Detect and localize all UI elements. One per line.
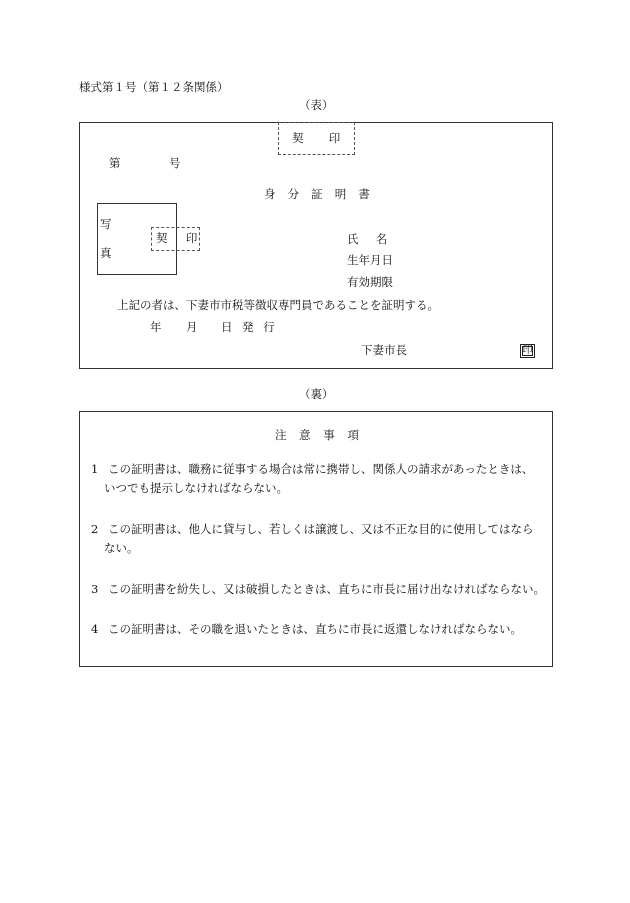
notes-title: 注意事項 <box>275 428 372 442</box>
number-suffix: 号 <box>169 156 181 170</box>
photo-label-bottom: 真 <box>100 246 112 260</box>
field-birthdate: 生年月日 <box>347 253 393 267</box>
note-item <box>91 460 546 498</box>
note-text-continued: ない。 <box>104 541 139 555</box>
photo-label-top: 写 <box>100 217 112 231</box>
note-text-continued: いつでも提示しなければならない。 <box>104 481 288 495</box>
field-name: 氏名 <box>347 232 405 246</box>
certification-text: 上記の者は、下妻市市税等徴収専門員であることを証明する。 <box>117 298 439 312</box>
date-day: 日 <box>221 320 233 334</box>
note-item <box>91 580 546 599</box>
field-validity: 有効期限 <box>347 275 393 289</box>
note-number: 2 <box>91 522 99 536</box>
note-number: 4 <box>91 622 99 636</box>
note-text: この証明書を紛失し、又は破損したときは、直ちに市長に届け出なければならない。 <box>108 582 545 596</box>
date-month: 月 <box>186 320 198 334</box>
front-side-label: （表） <box>299 98 334 112</box>
date-issue: 発行 <box>242 320 285 334</box>
note-text: この証明書は、職務に従事する場合は常に携帯し、関係人の請求があったときは、 <box>108 462 534 476</box>
number-prefix: 第 <box>109 156 121 170</box>
note-text: この証明書は、その職を退いたときは、直ちに市長に返還しなければならない。 <box>108 622 522 636</box>
certificate-title: 身分証明書 <box>264 187 382 201</box>
photo-seal-label: 契 印 <box>156 231 201 245</box>
issuer-name: 下妻市長 <box>361 343 407 357</box>
back-side-label: （裏） <box>299 387 334 401</box>
issuer-seal-mark: 印 <box>520 344 535 358</box>
note-number: 3 <box>91 582 99 596</box>
top-seal-label: 契 印 <box>292 131 348 145</box>
note-number: 1 <box>91 462 99 476</box>
note-item <box>91 620 546 639</box>
date-year: 年 <box>150 320 162 334</box>
form-number-label: 様式第１号（第１２条関係） <box>79 80 229 94</box>
note-text: この証明書は、他人に貸与し、若しくは譲渡し、又は不正な目的に使用してはなら <box>108 522 534 536</box>
note-item <box>91 520 546 558</box>
